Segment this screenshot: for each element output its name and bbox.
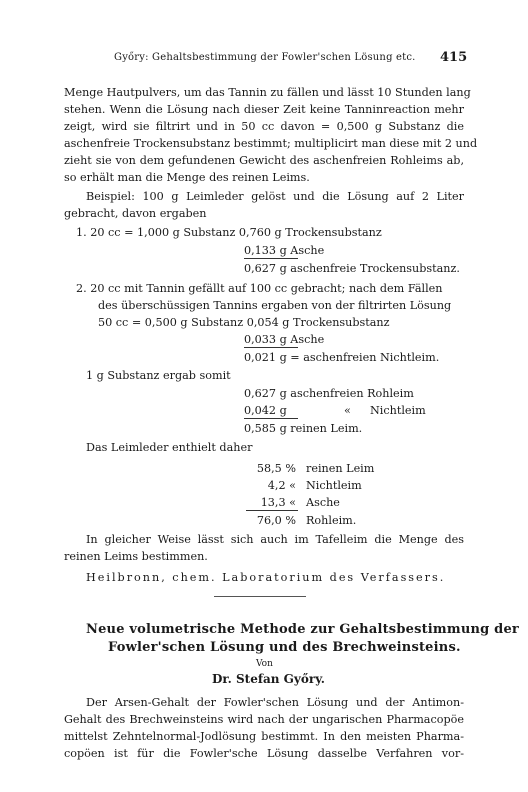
composition-value-3: 13,3 «: [260, 496, 296, 509]
result-line-2c: Nichtleim: [370, 404, 426, 417]
result-intro: 1 g Substanz ergab somit: [86, 369, 231, 382]
intro-line-4: aschenfreie Trockensubstanz bestimmt; multiplicirt man diese mit 2 und: [64, 137, 478, 150]
article-title-line-1: Neue volumetrische Methode zur Gehaltsbestimmung der: [86, 622, 519, 637]
calc2-line-1: 2. 20 cc mit Tannin gefällt auf 100 cc gebracht; nach dem Fällen: [76, 282, 443, 295]
calc2-line-4: 0,033 g Asche: [244, 333, 325, 346]
closing-line-2: reinen Leims bestimmen.: [64, 550, 208, 563]
example-line-1: Beispiel: 100 g Leimleder gelöst und die Lösung auf 2 Liter: [86, 190, 464, 203]
composition-label-1: reinen Leim: [306, 462, 375, 475]
article-line-2: Gehalt des Brechweinsteins wird nach der ungarischen Pharmacopöe: [64, 713, 464, 726]
intro-line-3: zeigt, wird sie filtrirt und in 50 cc davon = 0,500 g Substanz die: [64, 120, 464, 133]
article-line-4: copöen ist für die Fowler'sche Lösung dasselbe Verfahren vor-: [64, 747, 464, 760]
calc2-rule: [244, 347, 298, 348]
article-author: Dr. Stefan Győry.: [212, 672, 325, 686]
intro-line-6: so erhält man die Menge des reinen Leims.: [64, 171, 310, 184]
calc1-line-2: 0,133 g Asche: [244, 244, 325, 257]
calc1-line-3: 0,627 g aschenfreie Trockensubstanz.: [244, 262, 460, 275]
composition-rule: [246, 510, 298, 511]
result-line-2b: «: [344, 404, 351, 417]
composition-value-2: 4,2 «: [267, 479, 296, 492]
calc2-line-2: des überschüssigen Tannins ergaben von der filtrirten Lösung: [98, 299, 452, 312]
example-line-2: gebracht, davon ergaben: [64, 207, 207, 220]
running-header: Győry: Gehaltsbestimmung der Fowler'schen Lösung etc.: [114, 52, 416, 63]
closing-line-1: In gleicher Weise lässt sich auch im Tafelleim die Menge des: [86, 533, 464, 546]
calc1-rule: [244, 258, 298, 259]
result-rule: [244, 418, 298, 419]
composition-intro: Das Leimleder enthielt daher: [86, 441, 253, 454]
result-line-3: 0,585 g reinen Leim.: [244, 422, 363, 435]
article-line-1: Der Arsen-Gehalt der Fowler'schen Lösung und der Antimon-: [86, 696, 464, 709]
intro-line-2: stehen. Wenn die Lösung nach dieser Zeit keine Tanninreaction mehr: [64, 103, 464, 116]
section-divider: [214, 596, 306, 597]
calc2-line-3: 50 cc = 0,500 g Substanz 0,054 g Trockensubstanz: [98, 316, 390, 329]
signature-text: Heilbronn, chem. Laboratorium des Verfassers.: [86, 571, 446, 584]
signature: [86, 569, 445, 586]
article-by: Von: [256, 659, 273, 669]
composition-label-2: Nichtleim: [306, 479, 362, 492]
intro-line-1: Menge Hautpulvers, um das Tannin zu fällen und lässt 10 Stunden lang: [64, 86, 471, 99]
calc1-line-1: 1. 20 cc = 1,000 g Substanz 0,760 g Trockensubstanz: [76, 226, 382, 239]
composition-value-1: 58,5 %: [256, 462, 296, 475]
article-title-line-2: Fowler'schen Lösung und des Brechweinsteins.: [108, 640, 461, 655]
result-line-1: 0,627 g aschenfreien Rohleim: [244, 387, 414, 400]
intro-line-5: zieht sie von dem gefundenen Gewicht des aschenfreien Rohleims ab,: [64, 154, 464, 167]
article-line-3: mittelst Zehntelnormal-Jodlösung bestimmt. In den meisten Pharma-: [64, 730, 464, 743]
result-line-2a: 0,042 g: [244, 404, 287, 417]
composition-label-4: Rohleim.: [306, 514, 357, 527]
page-number: 415: [440, 50, 468, 65]
composition-value-4: 76,0 %: [256, 514, 296, 527]
composition-label-3: Asche: [306, 496, 340, 509]
calc2-line-5: 0,021 g = aschenfreien Nichtleim.: [244, 351, 440, 364]
